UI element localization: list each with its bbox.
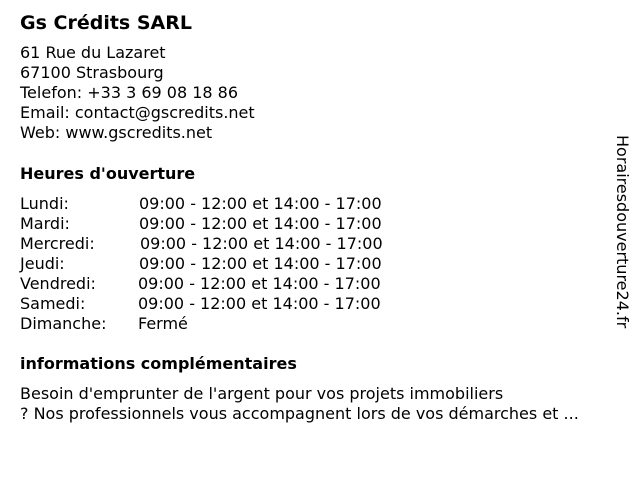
time-range: 09:00 - 12:00 et 14:00 - 17:00 bbox=[139, 254, 382, 273]
phone-line: Telefon: +33 3 69 08 18 86 bbox=[20, 83, 239, 102]
street-address: 61 Rue du Lazaret bbox=[20, 43, 166, 62]
hours-row bbox=[20, 214, 440, 234]
watermark-text: Horairesdouverture24.fr bbox=[613, 135, 632, 329]
hours-row bbox=[20, 294, 440, 314]
time-range: 09:00 - 12:00 et 14:00 - 17:00 bbox=[140, 234, 383, 253]
hours-row bbox=[20, 314, 440, 334]
day-label: Lundi: bbox=[20, 194, 69, 213]
additional-info-heading: informations complémentaires bbox=[20, 354, 297, 373]
web-line: Web: www.gscredits.net bbox=[20, 123, 213, 142]
day-label: Vendredi: bbox=[20, 274, 96, 293]
day-label: Mardi: bbox=[20, 214, 70, 233]
opening-hours-heading: Heures d'ouverture bbox=[20, 164, 196, 183]
business-name: Gs Crédits SARL bbox=[20, 12, 192, 34]
time-range: 09:00 - 12:00 et 14:00 - 17:00 bbox=[138, 294, 381, 313]
hours-row bbox=[20, 194, 440, 214]
hours-row bbox=[20, 274, 440, 294]
hours-row bbox=[20, 234, 440, 254]
info-line: Besoin d'emprunter de l'argent pour vos projets immobiliers bbox=[20, 384, 504, 403]
time-range: 09:00 - 12:00 et 14:00 - 17:00 bbox=[139, 214, 382, 233]
time-range: Fermé bbox=[138, 314, 188, 333]
day-label: Mercredi: bbox=[20, 234, 95, 253]
city-line: 67100 Strasbourg bbox=[20, 63, 164, 82]
day-label: Samedi: bbox=[20, 294, 86, 313]
site-watermark bbox=[612, 135, 634, 347]
time-range: 09:00 - 12:00 et 14:00 - 17:00 bbox=[139, 194, 382, 213]
email-line: Email: contact@gscredits.net bbox=[20, 103, 255, 122]
time-range: 09:00 - 12:00 et 14:00 - 17:00 bbox=[138, 274, 381, 293]
info-line: ? Nos professionnels vous accompagnent lors de vos démarches et ... bbox=[20, 404, 579, 423]
day-label: Jeudi: bbox=[20, 254, 65, 273]
contact-block bbox=[20, 43, 255, 143]
opening-hours-table bbox=[20, 194, 440, 334]
day-label: Dimanche: bbox=[20, 314, 107, 333]
additional-info-text bbox=[20, 384, 579, 424]
hours-row bbox=[20, 254, 440, 274]
